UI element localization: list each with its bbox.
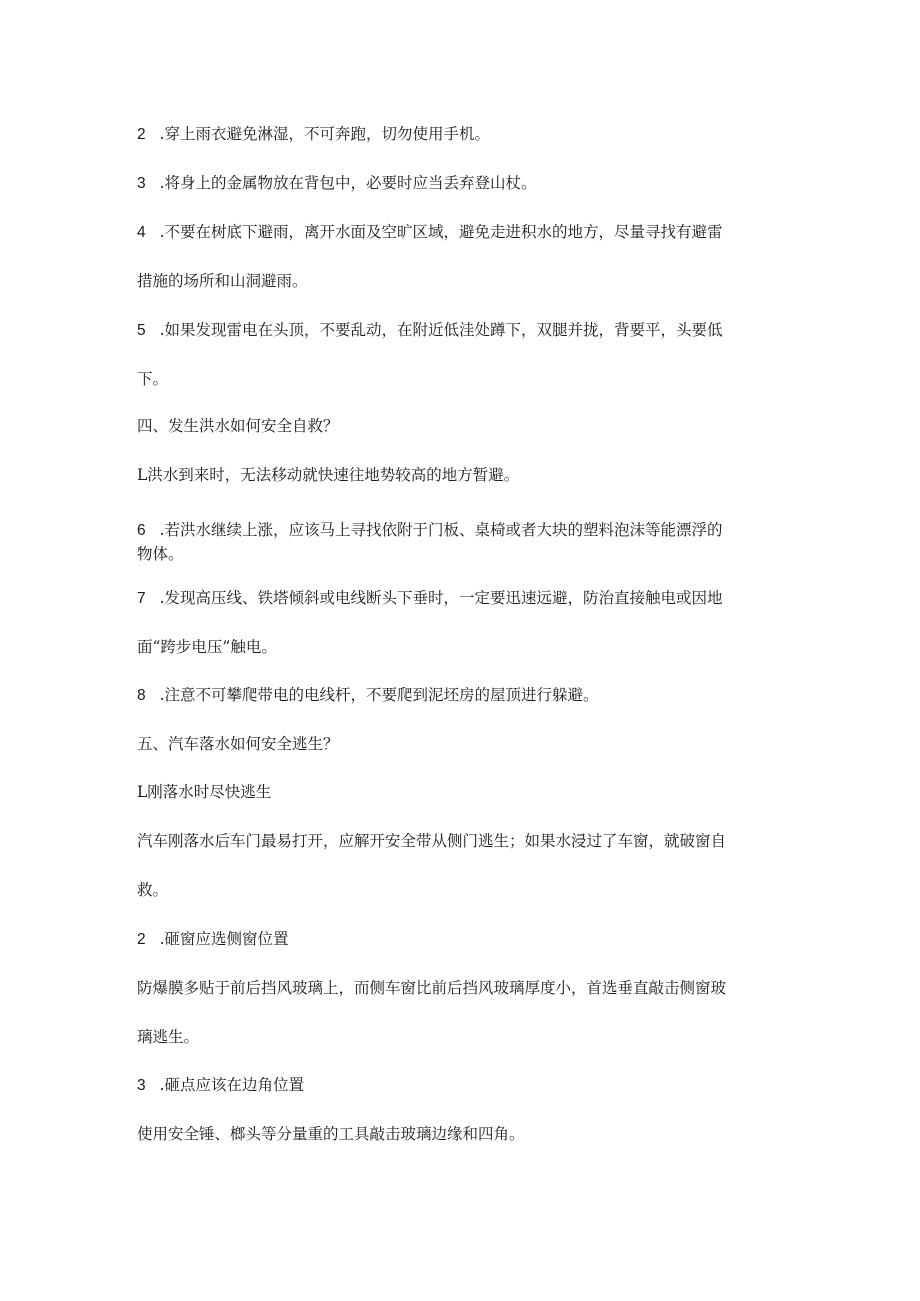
- list-item: [137, 222, 723, 243]
- list-item: [137, 685, 599, 706]
- paragraph-line: [137, 544, 184, 564]
- item-number: 7: [137, 590, 146, 607]
- item-number: 6: [137, 522, 146, 539]
- item-number: 4: [137, 224, 146, 241]
- paragraph-line: [137, 978, 726, 998]
- item-text: 使用安全锤、榔头等分量重的工具敲击玻璃边缘和四角。: [137, 1125, 525, 1143]
- item-text: 措施的场所和山洞避雨。: [137, 272, 308, 290]
- item-text: 璃逃生。: [137, 1028, 200, 1046]
- paragraph-line: [137, 782, 271, 802]
- list-item: [137, 320, 723, 341]
- item-number: 2: [137, 931, 146, 948]
- item-number: 8: [137, 687, 146, 704]
- item-text: .砸窗应选侧窗位置: [159, 930, 289, 948]
- item-text: .如果发现雷电在头顶，不要乱动，在附近低洼处蹲下，双腿并拢，背要平，头要低: [159, 321, 723, 339]
- paragraph-line: [137, 271, 308, 291]
- section-heading: [137, 734, 339, 754]
- item-text: 物体。: [137, 545, 184, 563]
- item-number: 2: [137, 126, 146, 143]
- paragraph-line: [137, 465, 519, 485]
- item-text: .穿上雨衣避免淋湿，不可奔跑，切勿使用手机。: [159, 125, 491, 143]
- item-text: L刚落水时尽快逃生: [137, 783, 272, 801]
- list-item: [137, 520, 723, 541]
- item-text: .若洪水继续上涨，应该马上寻找依附于门板、桌椅或者大块的塑料泡沫等能漂浮的: [159, 521, 723, 539]
- paragraph-line: [137, 1027, 199, 1047]
- section-heading: [137, 416, 339, 436]
- list-item: [137, 124, 490, 145]
- heading-text: 五、汽车落水如何安全逃生？: [137, 735, 339, 753]
- item-text: .不要在树底下避雨，离开水面及空旷区域，避免走进积水的地方，尽量寻找有避雷: [159, 223, 723, 241]
- heading-text: 四、发生洪水如何安全自救？: [137, 417, 339, 435]
- paragraph-line: [137, 880, 168, 900]
- paragraph-line: [137, 831, 726, 851]
- paragraph-line: [137, 637, 277, 657]
- list-item: [137, 588, 723, 609]
- item-text: .发现高压线、铁塔倾斜或电线断头下垂时，一定要迅速远避，防治直接触电或因地: [159, 589, 723, 607]
- item-number: 3: [137, 175, 146, 192]
- list-item: [137, 1075, 304, 1096]
- list-item: [137, 173, 537, 194]
- paragraph-line: [137, 369, 168, 389]
- item-text: .注意不可攀爬带电的电线杆，不要爬到泥坯房的屋顶进行躲避。: [159, 686, 599, 704]
- paragraph-line: [137, 1124, 525, 1144]
- item-text: .将身上的金属物放在背包中，必要时应当丢弃登山杖。: [159, 174, 537, 192]
- item-text: .砸点应该在边角位置: [159, 1076, 305, 1094]
- item-text: 救。: [137, 881, 169, 899]
- list-item: [137, 929, 289, 950]
- item-text: 面“跨步电压”触电。: [137, 638, 277, 656]
- item-text: L洪水到来时，无法移动就快速往地势较高的地方暂避。: [137, 466, 520, 484]
- item-text: 防爆膜多贴于前后挡风玻璃上，而侧车窗比前后挡风玻璃厚度小，首选垂直敲击侧窗玻: [137, 979, 727, 997]
- item-number: 5: [137, 322, 146, 339]
- item-text: 下。: [137, 370, 169, 388]
- item-number: 3: [137, 1077, 146, 1094]
- item-text: 汽车刚落水后车门最易打开，应解开安全带从侧门逃生；如果水浸过了车窗，就破窗自: [137, 832, 727, 850]
